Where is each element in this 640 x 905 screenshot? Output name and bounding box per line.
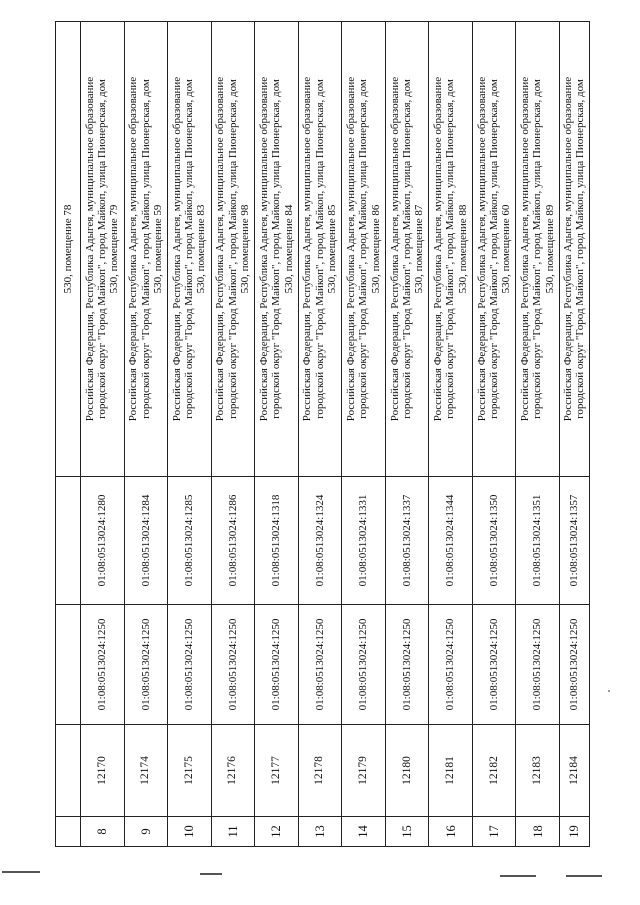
address-cell [385,22,429,477]
address-line: городской округ "Город Майкоп", город Майкоп, улица Пионерская, дом [139,79,152,419]
address-line: 530, помещение 89 [543,204,556,294]
address-cell [255,22,299,477]
address-line: Российская Федерация, Республика Адыгея, муниципальное образование [432,76,445,422]
address-cell [516,22,560,477]
continuation-row [56,22,81,847]
parent-cadastral-number: 01:08:0513024:1250 [211,605,255,725]
table-row [298,22,342,847]
cadastral-number: 01:08:0513024:1357 [559,477,589,605]
object-number: 12181 [429,725,473,817]
cadastral-number: 01:08:0513024:1344 [429,477,473,605]
address-line: городской округ "Город Майкоп", город Майкоп, улица Пионерская, дом [444,79,457,419]
object-number: 12178 [298,725,342,817]
object-number: 12180 [385,725,429,817]
object-number: 12184 [559,725,589,817]
cadastral-number: 01:08:0513024:1285 [168,477,212,605]
scan-mark [2,871,40,873]
address-line: 530, помещение 79 [108,204,121,294]
object-number: 12179 [342,725,386,817]
address-line: Российская Федерация, Республика Адыгея, муниципальное образование [83,76,96,422]
parent-cadastral-number: 01:08:0513024:1250 [559,605,589,725]
row-number: 15 [385,817,429,847]
register-table [55,21,590,847]
address-line: городской округ "Город Майкоп", город Майкоп, улица Пионерская, дом [96,79,109,419]
cadastral-number: 01:08:0513024:1318 [255,477,299,605]
address-cell [298,22,342,477]
parent-cadastral-number: 01:08:0513024:1250 [429,605,473,725]
table-row [472,22,516,847]
table-row [168,22,212,847]
cadastral-number: 01:08:0513024:1286 [211,477,255,605]
address-cell [559,22,589,477]
address-cell [342,22,386,477]
address-cell [472,22,516,477]
address-line: 530, помещение 88 [456,204,469,294]
scan-mark [566,875,602,877]
address-line: 530, помещение 86 [369,204,382,294]
table-row [342,22,386,847]
parent-cadastral-number: 01:08:0513024:1250 [255,605,299,725]
address-line: 530, помещение 83 [195,204,208,294]
row-number: 12 [255,817,299,847]
row-number: 13 [298,817,342,847]
table-row [516,22,560,847]
address-line: Российская Федерация, Республика Адыгея, муниципальное образование [127,76,140,422]
register-table-body [56,22,590,847]
scan-dot [608,690,610,692]
address-line: 530, помещение 98 [239,204,252,294]
address-cell [168,22,212,477]
row-number: 11 [211,817,255,847]
scan-mark [200,873,222,875]
address-cell [211,22,255,477]
continuation-cell-number [56,725,81,817]
address-line: 530, помещение 59 [151,204,164,294]
address-line: Российская Федерация, Республика Адыгея, муниципальное образование [475,76,488,422]
address-line: Российская Федерация, Республика Адыгея, муниципальное образование [301,76,314,422]
row-number: 8 [81,817,125,847]
address-line: городской округ "Город Майкоп", город Майкоп, улица Пионерская, дом [270,79,283,419]
parent-cadastral-number: 01:08:0513024:1250 [298,605,342,725]
rotated-table-container [55,22,590,847]
table-row [81,22,125,847]
address-line: Российская Федерация, Республика Адыгея, муниципальное образование [344,76,357,422]
address-cell [124,22,168,477]
parent-cadastral-number: 01:08:0513024:1250 [124,605,168,725]
object-number: 12177 [255,725,299,817]
object-number: 12175 [168,725,212,817]
cadastral-number: 01:08:0513024:1337 [385,477,429,605]
parent-cadastral-number: 01:08:0513024:1250 [81,605,125,725]
continuation-cell-no [56,817,81,847]
address-line: городской округ "Город Майкоп", город Майкоп, улица Пионерская, дом [183,79,196,419]
cadastral-number: 01:08:0513024:1331 [342,477,386,605]
table-row [429,22,473,847]
address-line: городской округ "Город Майкоп", город Майкоп, улица Пионерская, дом [313,79,326,419]
address-line: 530, помещение 85 [326,204,339,294]
table-row [124,22,168,847]
row-number: 17 [472,817,516,847]
cadastral-number: 01:08:0513024:1324 [298,477,342,605]
address-line: Российская Федерация, Республика Адыгея, муниципальное образование [519,76,532,422]
cadastral-number: 01:08:0513024:1284 [124,477,168,605]
address-line: 530, помещение 60 [500,204,513,294]
row-number: 16 [429,817,473,847]
address-line: городской округ "Город Майкоп", город Майкоп, улица Пионерская, дом [574,79,587,419]
object-number: 12170 [81,725,125,817]
row-number: 19 [559,817,589,847]
row-number: 10 [168,817,212,847]
address-line: Российская Федерация, Республика Адыгея, муниципальное образование [257,76,270,422]
address-line: городской округ "Город Майкоп", город Майкоп, улица Пионерская, дом [226,79,239,419]
continuation-cell-parent [56,605,81,725]
continuation-cell-cad [56,477,81,605]
address-line: городской округ "Город Майкоп", город Майкоп, улица Пионерская, дом [487,79,500,419]
table-row [559,22,589,847]
address-line: городской округ "Город Майкоп", город Майкоп, улица Пионерская, дом [400,79,413,419]
address-line: 530, помещение 87 [413,204,426,294]
parent-cadastral-number: 01:08:0513024:1250 [472,605,516,725]
cadastral-number: 01:08:0513024:1350 [472,477,516,605]
address-line: городской округ "Город Майкоп", город Майкоп, улица Пионерская, дом [357,79,370,419]
address-line: Российская Федерация, Республика Адыгея, муниципальное образование [388,76,401,422]
table-row [385,22,429,847]
address-line: Российская Федерация, Республика Адыгея, муниципальное образование [170,76,183,422]
address-line: 530, помещение 84 [282,204,295,294]
parent-cadastral-number: 01:08:0513024:1250 [168,605,212,725]
object-number: 12176 [211,725,255,817]
row-number: 18 [516,817,560,847]
parent-cadastral-number: 01:08:0513024:1250 [342,605,386,725]
object-number: 12174 [124,725,168,817]
address-line: городской округ "Город Майкоп", город Майкоп, улица Пионерская, дом [531,79,544,419]
cadastral-number: 01:08:0513024:1280 [81,477,125,605]
cadastral-number: 01:08:0513024:1351 [516,477,560,605]
parent-cadastral-number: 01:08:0513024:1250 [385,605,429,725]
object-number: 12183 [516,725,560,817]
table-row [255,22,299,847]
address-line: Российская Федерация, Республика Адыгея, муниципальное образование [214,76,227,422]
address-cell [81,22,125,477]
continuation-address: 530, помещение 78 [56,22,81,477]
parent-cadastral-number: 01:08:0513024:1250 [516,605,560,725]
table-row [211,22,255,847]
object-number: 12182 [472,725,516,817]
row-number: 9 [124,817,168,847]
scan-mark [500,875,536,877]
row-number: 14 [342,817,386,847]
address-cell [429,22,473,477]
address-line: Российская Федерация, Республика Адыгея, муниципальное образование [562,76,575,422]
